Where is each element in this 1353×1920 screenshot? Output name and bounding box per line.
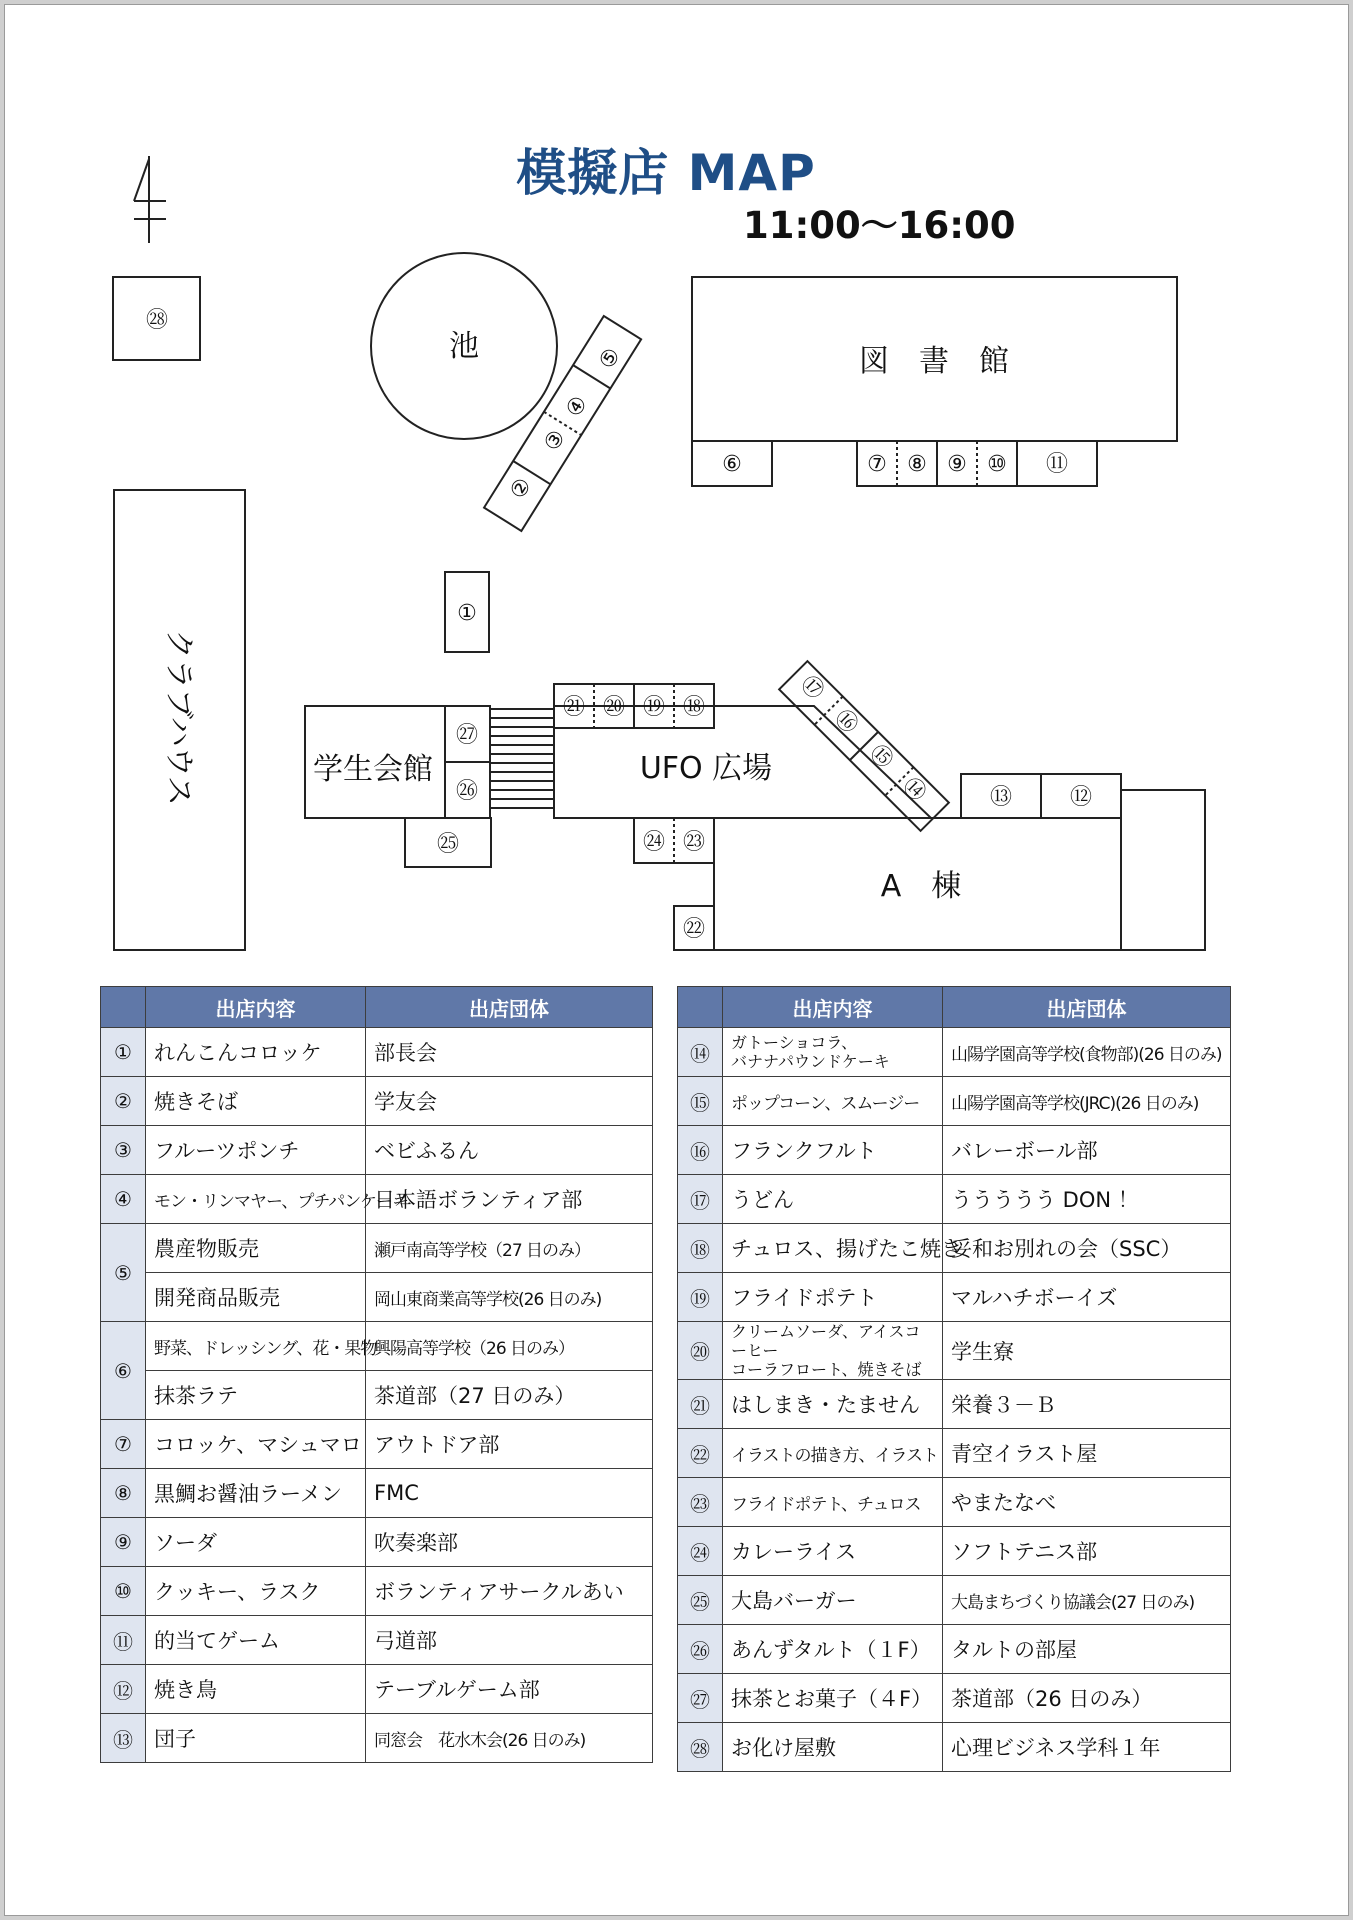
stall-content-text: ガトーショコラ、 バナナパウンドケーキ [731, 1033, 890, 1071]
stall-content-text: イラストの描き方、イラスト [731, 1445, 938, 1466]
stall-content-text: クリームソーダ、アイスコーヒー コーラフロート、焼きそば [731, 1322, 922, 1379]
stall-group-cell [366, 1567, 653, 1616]
table-row [678, 1380, 1231, 1429]
table-row [678, 1527, 1231, 1576]
stall-content-cell [723, 1028, 943, 1077]
stall-group-cell [943, 1175, 1231, 1224]
stall-marker: ㉖ [455, 779, 479, 804]
stall-content-cell [723, 1478, 943, 1527]
stall-group-text: テーブルゲーム部 [374, 1678, 540, 1702]
table-row [101, 1126, 653, 1175]
stall-number-cell: ⑩ [101, 1567, 146, 1616]
table-row [101, 1371, 653, 1420]
stall-marker: ⑧ [907, 452, 927, 477]
stall-group-cell [366, 1714, 653, 1763]
stall-content-text: 野菜、ドレッシング、花・果物 [154, 1338, 377, 1359]
stall-content-cell [146, 1273, 366, 1322]
stall-group-text: 茶道部（26 日のみ） [951, 1687, 1153, 1711]
stall-group-text: 興陽高等学校（26 日のみ） [374, 1338, 575, 1359]
campus-map [5, 5, 1350, 965]
stall-content-cell [146, 1371, 366, 1420]
stall-content-text: 黒鯛お醤油ラーメン [154, 1482, 342, 1506]
stall-content-text: うどん [731, 1188, 794, 1212]
stall-content-text: 農産物販売 [154, 1237, 259, 1261]
library-label: 図 書 館 [859, 344, 1009, 379]
stall-table-left [100, 986, 653, 1763]
stall-group-text: 部長会 [374, 1041, 437, 1065]
table-row [101, 1714, 653, 1763]
stall-group-text: 山陽学園高等学校(JRC)(26 日のみ) [951, 1093, 1199, 1114]
stall-group-cell [943, 1224, 1231, 1273]
page [4, 4, 1349, 1916]
stall-content-text: 大島バーガー [731, 1589, 857, 1613]
stall-table-right [677, 986, 1231, 1772]
a-building-label: A 棟 [880, 869, 962, 904]
stall-group-text: 栄養３－Ｂ [951, 1393, 1056, 1417]
stall-content-text: 団子 [154, 1727, 196, 1751]
stall-content-cell [146, 1224, 366, 1273]
table-header-row [678, 987, 1231, 1028]
stall-content-text: 的当てゲーム [154, 1629, 280, 1653]
stall-content-cell [723, 1322, 943, 1380]
table-header-number [678, 987, 723, 1028]
stall-2-5-row [484, 316, 641, 531]
stall-content-cell [146, 1175, 408, 1224]
page-title: 模擬店 MAP [516, 144, 816, 202]
stall-group-cell [943, 1322, 1231, 1380]
stall-number-cell: ⑮ [678, 1077, 723, 1126]
stall-content-text: お化け屋敷 [731, 1736, 836, 1760]
stall-group-cell [943, 1380, 1231, 1429]
stall-group-text: 大島まちづくり協議会(27 日のみ) [951, 1592, 1195, 1613]
stall-content-cell [723, 1224, 962, 1273]
stall-number-cell: ㉘ [678, 1723, 723, 1772]
stall-number-cell: ② [101, 1077, 146, 1126]
table-row [101, 1665, 653, 1714]
stall-group-text: ボランティアサークルあい [374, 1580, 624, 1604]
stall-content-cell [723, 1674, 943, 1723]
stall-content-cell [146, 1567, 366, 1616]
stall-content-text: 焼きそば [154, 1090, 238, 1114]
stall-content-cell [723, 1723, 943, 1772]
table-row [678, 1322, 1231, 1380]
stall-group-text: 日本語ボランティア部 [374, 1188, 583, 1212]
stairs [490, 709, 554, 808]
stall-group-text: 学友会 [374, 1090, 437, 1114]
stall-number-cell: ⑰ [678, 1175, 723, 1224]
table-row [101, 1518, 653, 1567]
table-row [101, 1567, 653, 1616]
stall-content-text: フランクフルト [731, 1139, 877, 1163]
stall-content-cell [146, 1077, 366, 1126]
table-row [678, 1674, 1231, 1723]
stall-group-text: FMC [374, 1481, 419, 1505]
stall-group-cell [366, 1420, 653, 1469]
student-hall-label: 学生会館 [313, 752, 433, 787]
stall-content-cell [723, 1126, 943, 1175]
stall-marker: ⑬ [989, 785, 1013, 810]
stall-group-cell [366, 1224, 653, 1273]
ufo-plaza-label: UFO 広場 [639, 751, 773, 786]
stall-group-text: 青空イラスト屋 [951, 1442, 1098, 1466]
stall-group-cell [943, 1077, 1231, 1126]
stall-marker: ㉔ [642, 830, 666, 855]
table-row [678, 1126, 1231, 1175]
opening-hours: 11:00〜16:00 [743, 204, 1016, 247]
stall-number-cell: ㉑ [678, 1380, 723, 1429]
stall-group-text: 吹奏楽部 [374, 1531, 458, 1555]
stall-number-cell: ㉔ [678, 1527, 723, 1576]
stall-group-cell [943, 1028, 1231, 1077]
stall-content-text: 開発商品販売 [154, 1286, 280, 1310]
stall-group-cell [943, 1429, 1231, 1478]
stall-content-cell [146, 1469, 366, 1518]
stall-group-cell [366, 1665, 653, 1714]
stall-group-text: 茶道部（27 日のみ） [374, 1384, 576, 1408]
stall-number-cell: ㉖ [678, 1625, 723, 1674]
stall-marker: ⑩ [987, 452, 1007, 477]
stall-content-cell [723, 1380, 943, 1429]
stall-group-cell [366, 1028, 653, 1077]
stall-marker: ⑨ [947, 452, 967, 477]
stall-content-text: フライドポテト [731, 1286, 878, 1310]
stall-marker: ⑯ [829, 705, 863, 739]
stall-number-cell: ㉕ [678, 1576, 723, 1625]
stall-group-text: ううううう DON ！ [951, 1188, 1139, 1212]
table-row [678, 1273, 1231, 1322]
stall-group-cell [943, 1576, 1231, 1625]
table-row [101, 1224, 653, 1273]
stall-content-text: フルーツポンチ [154, 1139, 300, 1163]
stall-content-text: 焼き鳥 [154, 1678, 217, 1702]
stall-group-cell [943, 1625, 1231, 1674]
stall-content-text: フライドポテト、チュロス [731, 1494, 921, 1515]
table-header-row [101, 987, 653, 1028]
stall-marker: ⑪ [1045, 452, 1069, 477]
stall-number-cell: ⑨ [101, 1518, 146, 1567]
stall-content-cell [146, 1616, 366, 1665]
stall-group-text: やまたなべ [951, 1491, 1056, 1515]
stall-number-cell: ㉗ [678, 1674, 723, 1723]
table-header-group: 出店団体 [366, 987, 653, 1028]
stall-group-text: 岡山東商業高等学校(26 日のみ) [374, 1289, 602, 1310]
stall-number-cell: ⑥ [101, 1322, 146, 1420]
table-row [101, 1077, 653, 1126]
stall-group-cell [366, 1518, 653, 1567]
stall-group-cell [943, 1723, 1231, 1772]
stall-marker: ⑫ [1069, 785, 1093, 810]
stall-content-text: はしまき・たません [731, 1393, 920, 1417]
stall-content-cell [723, 1175, 943, 1224]
stall-number-cell: ① [101, 1028, 146, 1077]
stall-content-cell [723, 1527, 943, 1576]
stall-marker: ⑳ [602, 695, 626, 720]
table-row [101, 1273, 653, 1322]
stall-content-text: カレーライス [731, 1540, 857, 1564]
stall-number-cell: ㉓ [678, 1478, 723, 1527]
stall-content-cell [723, 1273, 943, 1322]
stall-content-text: ポップコーン、スムージー [731, 1093, 920, 1114]
stall-group-text: バレーボール部 [951, 1139, 1098, 1163]
table-row [101, 1420, 653, 1469]
stall-group-text: 心理ビジネス学科１年 [951, 1736, 1161, 1760]
stall-content-cell [723, 1625, 943, 1674]
stall-group-text: 山陽学園高等学校(食物部)(26 日のみ) [951, 1044, 1222, 1065]
stall-marker: ③ [539, 425, 572, 456]
stall-number-cell: ⑲ [678, 1273, 723, 1322]
stall-marker: ⑦ [867, 452, 887, 477]
stall-marker: ⑰ [795, 671, 829, 705]
stall-number-cell: ⑯ [678, 1126, 723, 1175]
stall-group-cell [943, 1527, 1231, 1576]
stall-content-cell [146, 1665, 366, 1714]
stall-group-text: 妥和お別れの会（SSC） [951, 1237, 1182, 1261]
stall-content-text: れんこんコロッケ [154, 1041, 322, 1065]
table-row [678, 1576, 1231, 1625]
table-row [678, 1077, 1231, 1126]
stall-content-text: 抹茶ラテ [154, 1384, 238, 1408]
stall-number-cell: ⑱ [678, 1224, 723, 1273]
stall-marker: ④ [561, 391, 594, 422]
table-row [101, 1469, 653, 1518]
table-header-group: 出店団体 [943, 987, 1231, 1028]
stall-marker: ㉑ [562, 695, 586, 720]
stall-content-cell [146, 1126, 366, 1175]
stall-number-cell: ③ [101, 1126, 146, 1175]
stall-group-cell [366, 1126, 653, 1175]
stall-group-text: アウトドア部 [374, 1433, 500, 1457]
stall-content-text: 抹茶とお菓子（４F） [731, 1687, 933, 1711]
stall-number-cell: ⑧ [101, 1469, 146, 1518]
stall-number-cell: ⑦ [101, 1420, 146, 1469]
club-house-label: クラブハウス [161, 629, 196, 806]
stall-group-text: 弓道部 [374, 1629, 437, 1653]
stall-number-cell: ⑤ [101, 1224, 146, 1322]
stall-group-text: ベビふるん [374, 1139, 479, 1163]
table-row [101, 1322, 653, 1371]
table-row [101, 1028, 653, 1077]
stall-group-cell [943, 1126, 1231, 1175]
table-row [678, 1175, 1231, 1224]
stall-content-text: モン・リンマヤー、プチパンケーキ [154, 1191, 408, 1212]
stall-group-cell [366, 1616, 653, 1665]
stall-group-cell [366, 1077, 653, 1126]
stall-group-cell [366, 1322, 653, 1371]
table-row [678, 1028, 1231, 1077]
stall-marker: ㉗ [455, 723, 479, 748]
table-header-content: 出店内容 [146, 987, 366, 1028]
stall-group-text: タルトの部屋 [951, 1638, 1077, 1662]
stall-group-text: 学生寮 [951, 1339, 1014, 1364]
stall-marker: ⑥ [722, 452, 742, 477]
stall-group-cell [366, 1371, 653, 1420]
stall-content-cell [723, 1077, 943, 1126]
table-row [678, 1625, 1231, 1674]
stall-group-text: ソフトテニス部 [951, 1540, 1098, 1564]
north-arrow-icon [134, 156, 166, 243]
stall-marker: ⑮ [864, 740, 898, 774]
stall-content-cell [146, 1322, 377, 1371]
stall-content-cell [723, 1576, 943, 1625]
stall-content-text: コロッケ、マシュマロ [154, 1433, 362, 1457]
stall-markers [146, 308, 1092, 942]
stall-number-cell: ⑬ [101, 1714, 146, 1763]
table-row [678, 1478, 1231, 1527]
stall-marker: ㉘ [145, 308, 169, 333]
table-row [678, 1723, 1231, 1772]
stall-content-text: ソーダ [154, 1531, 217, 1555]
stall-number-cell: ⑫ [101, 1665, 146, 1714]
stall-group-cell [943, 1273, 1231, 1322]
stall-group-cell [366, 1469, 653, 1518]
stall-marker: ⑤ [594, 343, 627, 374]
stall-group-text: 瀬戸南高等学校（27 日のみ） [374, 1240, 591, 1261]
stall-marker: ㉓ [682, 830, 706, 855]
stall-content-cell [146, 1028, 366, 1077]
table-row [678, 1224, 1231, 1273]
stall-content-cell [146, 1420, 366, 1469]
stall-group-cell [943, 1478, 1231, 1527]
table-row [101, 1616, 653, 1665]
stall-marker: ⑭ [897, 773, 931, 807]
stall-content-text: チュロス、揚げたこ焼き [731, 1237, 962, 1261]
stall-group-cell [366, 1273, 653, 1322]
stall-group-cell [366, 1175, 653, 1224]
table-header-number [101, 987, 146, 1028]
stall-content-cell [146, 1518, 366, 1567]
stall-group-text: 同窓会 花水木会(26 日のみ) [374, 1730, 586, 1751]
stall-content-text: あんずタルト（１F） [731, 1638, 931, 1662]
table-row [101, 1175, 653, 1224]
stall-content-cell [146, 1714, 366, 1763]
stall-number-cell: ⑳ [678, 1322, 723, 1380]
stall-marker: ② [505, 473, 538, 504]
stall-marker: ⑱ [682, 695, 706, 720]
stall-group-text: マルハチボーイズ [951, 1286, 1118, 1310]
stall-marker: ㉕ [436, 832, 460, 857]
table-header-content: 出店内容 [723, 987, 943, 1028]
stall-number-cell: ⑪ [101, 1616, 146, 1665]
stall-marker: ⑲ [642, 695, 666, 720]
stall-number-cell: ④ [101, 1175, 146, 1224]
stall-content-text: クッキー、ラスク [154, 1580, 321, 1604]
stall-marker: ① [457, 601, 477, 626]
stall-marker: ㉒ [682, 917, 706, 942]
stall-number-cell: ⑭ [678, 1028, 723, 1077]
a-building-annex [1121, 790, 1205, 950]
pond-label: 池 [449, 329, 479, 364]
stall-number-cell: ㉒ [678, 1429, 723, 1478]
stall-content-cell [723, 1429, 943, 1478]
stall-group-cell [943, 1674, 1231, 1723]
table-row [678, 1429, 1231, 1478]
